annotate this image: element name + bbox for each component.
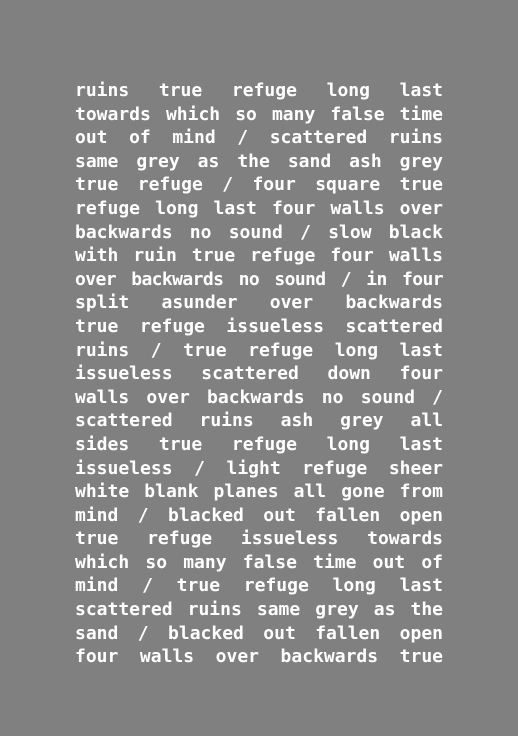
poem-line: true refuge issueless towards: [75, 528, 443, 550]
poem-line: sides true refuge long last: [75, 433, 443, 455]
poem-line: mind / blacked out fallen open: [75, 504, 443, 526]
poem-line: true refuge / four square true: [75, 174, 443, 196]
poem-line: with ruin true refuge four walls: [75, 245, 443, 267]
poem-line: towards which so many false time: [75, 103, 443, 125]
poem-text-block: [75, 79, 443, 669]
poem-line: refuge long last four walls over: [75, 197, 443, 219]
poem-line: scattered ruins same grey as the: [75, 599, 443, 621]
poem-line: over backwards no sound / in four: [75, 268, 443, 290]
poem-line: same grey as the sand ash grey: [75, 150, 443, 172]
poem-line: sand / blacked out fallen open: [75, 622, 443, 644]
poem-line: four walls over backwards true: [75, 646, 443, 668]
poem-line: scattered ruins ash grey all: [75, 410, 443, 432]
poem-line: split asunder over backwards: [75, 292, 443, 314]
poem-line: ruins true refuge long last: [75, 80, 443, 101]
poem-line: walls over backwards no sound /: [75, 386, 443, 408]
poem-line: mind / true refuge long last: [75, 575, 443, 597]
poem-line: backwards no sound / slow black: [75, 221, 443, 243]
poem-line: true refuge issueless scattered: [75, 315, 443, 337]
poem-line: out of mind / scattered ruins: [75, 127, 443, 149]
poem-line: white blank planes all gone from: [75, 481, 443, 503]
poem-line: issueless scattered down four: [75, 363, 443, 385]
poem-line: ruins / true refuge long last: [75, 339, 443, 361]
poem-line: issueless / light refuge sheer: [75, 457, 443, 479]
poem-line: which so many false time out of: [75, 551, 443, 573]
